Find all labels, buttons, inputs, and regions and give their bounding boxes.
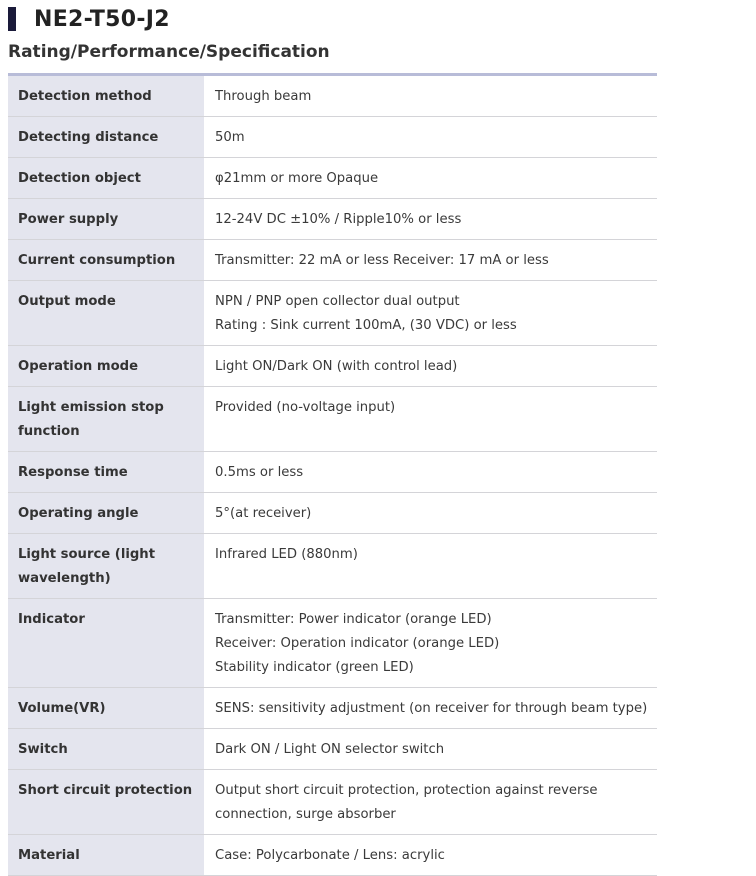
section-title: Rating/Performance/Specification: [8, 42, 330, 62]
spec-table: [8, 76, 657, 876]
spec-value-line: SENS: sensitivity adjustment (on receiver for through beam type): [215, 701, 648, 716]
spec-value-line: Light ON/Dark ON (with control lead): [215, 359, 458, 374]
spec-label: Detection object: [8, 158, 204, 199]
spec-label: Operating angle: [8, 493, 204, 534]
spec-row: [8, 281, 657, 346]
spec-value: [204, 240, 657, 281]
spec-row: [8, 387, 657, 452]
spec-row: [8, 76, 657, 117]
spec-value-line: Receiver: Operation indicator (orange LED): [215, 636, 500, 651]
spec-label: Operation mode: [8, 346, 204, 387]
spec-row: [8, 346, 657, 387]
spec-value-line: Transmitter: Power indicator (orange LED): [215, 612, 492, 627]
spec-label: Indicator: [8, 599, 204, 688]
spec-value: [204, 76, 657, 117]
spec-value: [204, 158, 657, 199]
spec-value: [204, 281, 657, 346]
spec-row: [8, 240, 657, 281]
spec-row: [8, 599, 657, 688]
spec-value-line: 5°(at receiver): [215, 506, 312, 521]
spec-row: [8, 199, 657, 240]
spec-value: [204, 493, 657, 534]
spec-value-line: Rating : Sink current 100mA, (30 VDC) or less: [215, 318, 517, 333]
spec-table-body: [8, 76, 657, 876]
spec-label: Light source (light wavelength): [8, 534, 204, 599]
spec-value: [204, 599, 657, 688]
spec-value: [204, 387, 657, 452]
spec-row: [8, 835, 657, 876]
spec-value: [204, 199, 657, 240]
spec-value-line: Case: Polycarbonate / Lens: acrylic: [215, 848, 445, 863]
spec-value: [204, 346, 657, 387]
spec-label: Response time: [8, 452, 204, 493]
spec-value: [204, 688, 657, 729]
spec-value-line: Stability indicator (green LED): [215, 660, 414, 675]
spec-value-line: NPN / PNP open collector dual output: [215, 294, 460, 309]
spec-value-line: Dark ON / Light ON selector switch: [215, 742, 445, 757]
spec-value: [204, 534, 657, 599]
spec-row: [8, 493, 657, 534]
title-accent-bar: [8, 7, 16, 31]
spec-value: [204, 117, 657, 158]
spec-label: Output mode: [8, 281, 204, 346]
spec-label: Volume(VR): [8, 688, 204, 729]
spec-value: [204, 729, 657, 770]
page-title: NE2-T50-J2: [34, 6, 170, 32]
spec-value: [204, 770, 657, 835]
spec-row: [8, 158, 657, 199]
spec-row: [8, 688, 657, 729]
spec-value-line: 12-24V DC ±10% / Ripple10% or less: [215, 212, 462, 227]
spec-label: Detection method: [8, 76, 204, 117]
spec-label: Short circuit protection: [8, 770, 204, 835]
spec-row: [8, 117, 657, 158]
spec-row: [8, 534, 657, 599]
spec-row: [8, 770, 657, 835]
spec-value-line: Output short circuit protection, protection against reverse connection, surge absorber: [215, 783, 598, 822]
spec-row: [8, 452, 657, 493]
spec-label: Power supply: [8, 199, 204, 240]
page-header: [8, 4, 170, 34]
spec-label: Switch: [8, 729, 204, 770]
spec-label: Detecting distance: [8, 117, 204, 158]
spec-value: [204, 835, 657, 876]
spec-label: Material: [8, 835, 204, 876]
spec-row: [8, 729, 657, 770]
spec-value-line: 0.5ms or less: [215, 465, 304, 480]
spec-label: Current consumption: [8, 240, 204, 281]
spec-value-line: Infrared LED (880nm): [215, 547, 358, 562]
spec-value-line: 50m: [215, 130, 245, 145]
spec-value: [204, 452, 657, 493]
spec-value-line: Through beam: [215, 89, 312, 104]
spec-value-line: φ21mm or more Opaque: [215, 171, 379, 186]
spec-label: Light emission stop function: [8, 387, 204, 452]
spec-value-line: Provided (no-voltage input): [215, 400, 396, 415]
spec-value-line: Transmitter: 22 mA or less Receiver: 17 mA or less: [215, 253, 549, 268]
